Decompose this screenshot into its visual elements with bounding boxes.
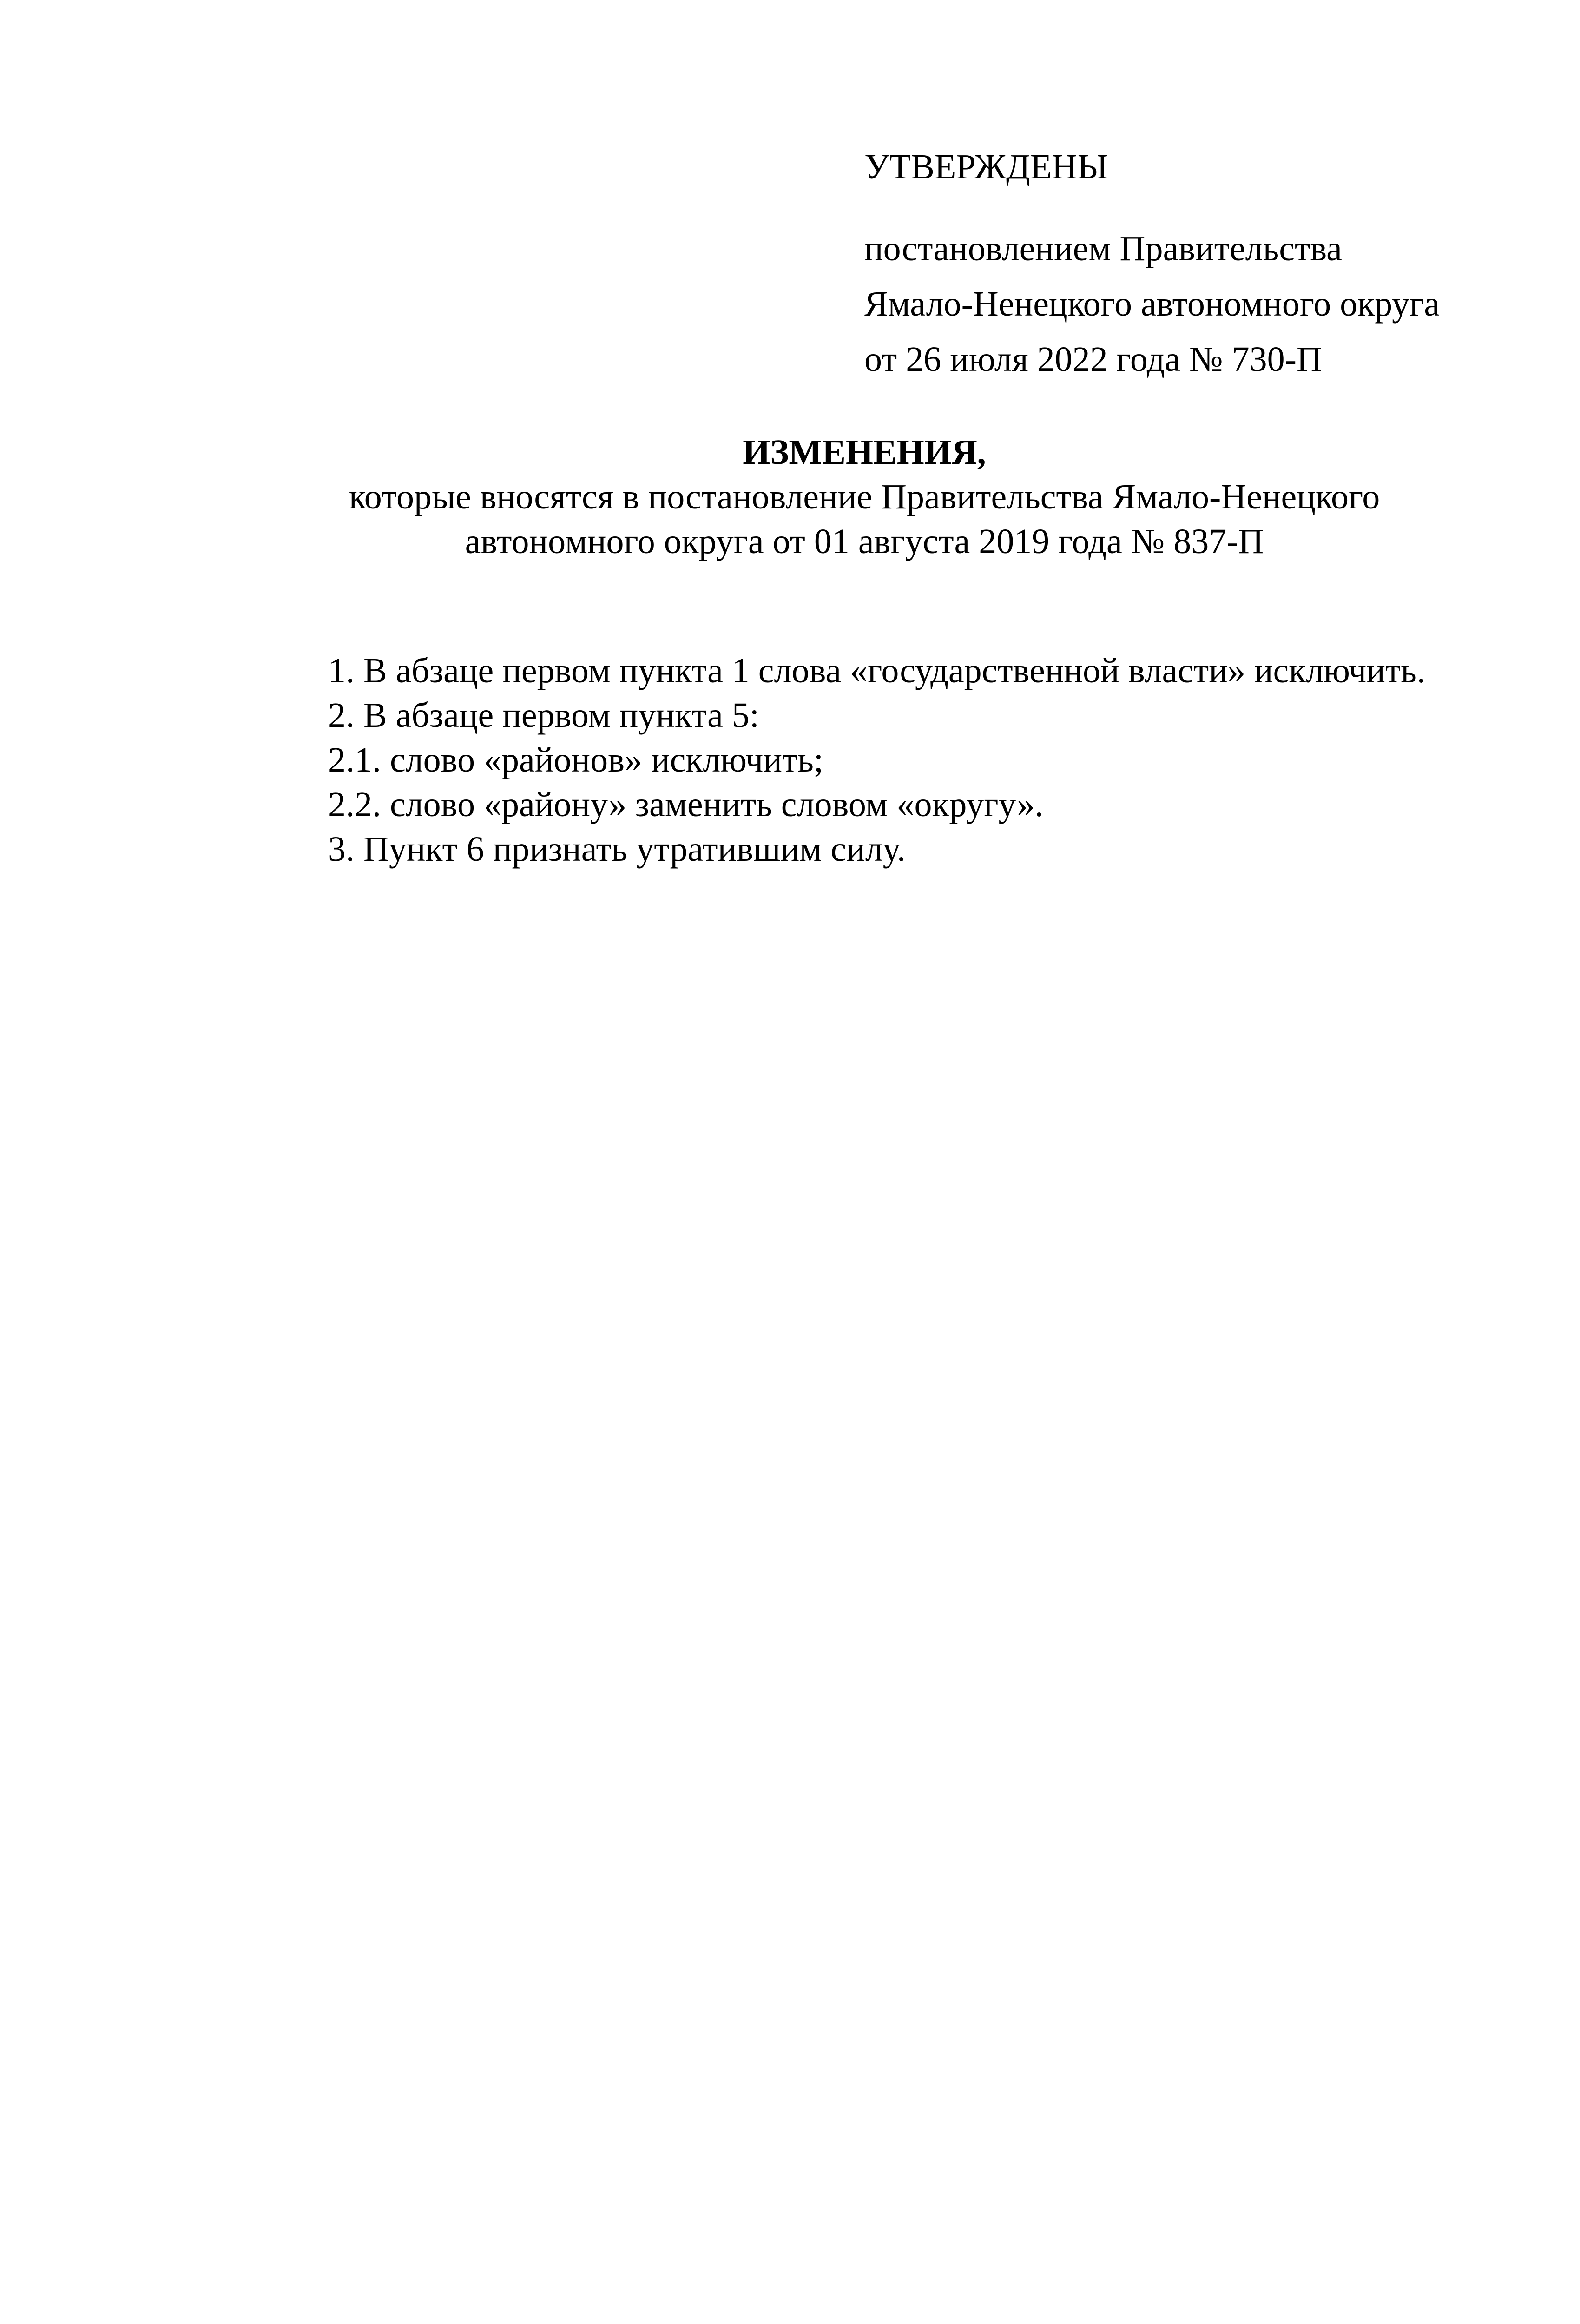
amendment-item-3: 3. Пункт 6 признать утратившим силу.: [328, 830, 906, 869]
document-title-block: [325, 430, 1403, 564]
amendment-item-2-2: 2.2. слово «району» заменить словом «округу».: [328, 785, 1044, 824]
amendment-item-2: 2. В абзаце первом пункта 5:: [328, 696, 759, 735]
approval-stamp-block: [864, 139, 1561, 387]
approval-heading: УТВЕРЖДЕНЫ: [864, 147, 1108, 186]
approval-line-date-number: от 26 июля 2022 года № 730-П: [864, 340, 1322, 379]
document-subtitle-line-1: которые вносятся в постановление Правительства Ямало-Ненецкого: [349, 477, 1380, 516]
document-title: ИЗМЕНЕНИЯ,: [743, 433, 986, 472]
document-subtitle-line-2: автономного округа от 01 августа 2019 года № 837-П: [465, 522, 1264, 561]
approval-line-region: Ямало-Ненецкого автономного округа: [864, 284, 1440, 324]
approval-line-decree: постановлением Правительства: [864, 229, 1342, 268]
amendments-list: [328, 648, 1560, 872]
amendment-item-2-1: 2.1. слово «районов» исключить;: [328, 740, 824, 779]
amendment-item-1: 1. В абзаце первом пункта 1 слова «государственной власти» исключить.: [328, 651, 1426, 690]
